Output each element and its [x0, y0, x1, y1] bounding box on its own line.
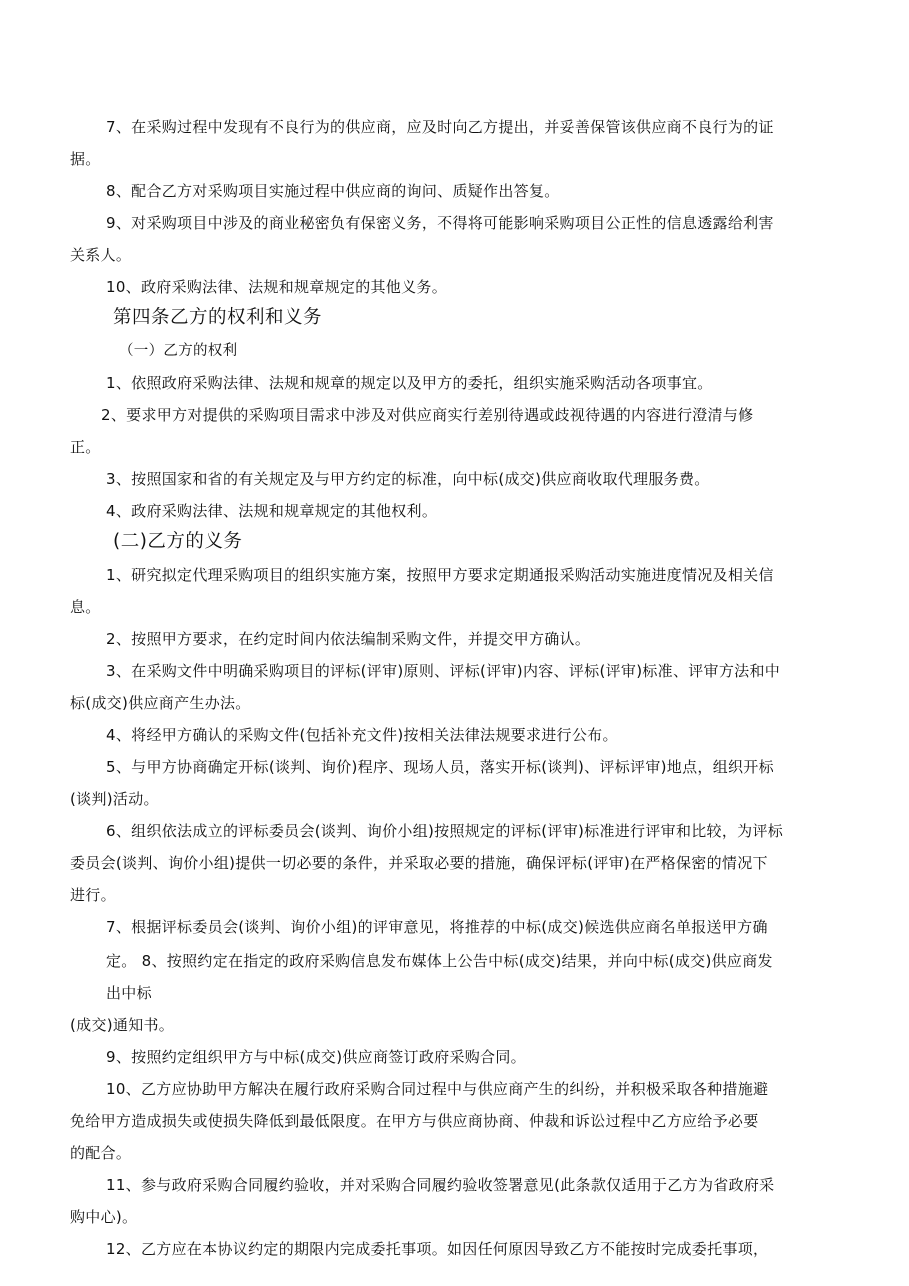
duty-12-line-1: 12、乙方应在本协议约定的期限内完成委托事项。如因任何原因导致乙方不能按时完成委托事项， [106, 1240, 769, 1258]
duty-5-line-2: (谈判)活动。 [70, 790, 159, 808]
duty-5-line-1: 5、与甲方协商确定开标(谈判、询价)程序、现场人员，落实开标(谈判)、评标评审)地点，组织开标 [106, 758, 774, 776]
right-1: 1、依照政府采购法律、法规和规章的规定以及甲方的委托，组织实施采购活动各项事宜。 [106, 374, 713, 392]
duty-1-line-1: 1、研究拟定代理采购项目的组织实施方案，按照甲方要求定期通报采购活动实施进度情况及相关信 [106, 566, 774, 584]
duty-6-line-1: 6、组织依法成立的评标委员会(谈判、询价小组)按照规定的评标(评审)标准进行评审和比较，为评标 [106, 822, 784, 840]
duty-11-line-2: 购中心)。 [70, 1208, 138, 1226]
duty-8-line-3: (成交)通知书。 [70, 1016, 175, 1034]
duty-10-line-2: 免给甲方造成损失或使损失降低到最低限度。在甲方与供应商协商、仲裁和诉讼过程中乙方应给予必要 [70, 1112, 759, 1130]
right-4: 4、政府采购法律、法规和规章规定的其他权利。 [106, 502, 438, 520]
duty-7-8-line: 定。 8、按照约定在指定的政府采购信息发布媒体上公告中标(成交)结果，并向中标(成交)供应商发 [106, 952, 773, 970]
duty-4: 4、将经甲方确认的采购文件(包括补充文件)按相关法律法规要求进行公布。 [106, 726, 618, 744]
duty-11-line-1: 11、参与政府采购合同履约验收，并对采购合同履约验收签署意见(此条款仅适用于乙方为省政府采 [106, 1176, 775, 1194]
right-2-line-1: 2、要求甲方对提供的采购项目需求中涉及对供应商实行差别待遇或歧视待遇的内容进行澄清与修 [101, 406, 754, 424]
clause-10: 10、政府采购法律、法规和规章规定的其他义务。 [106, 278, 447, 296]
duties-subheading: (二)乙方的义务 [113, 531, 243, 552]
duty-3-line-1: 3、在采购文件中明确采购项目的评标(评审)原则、评标(评审)内容、评标(评审)标准、评审方法和中 [106, 662, 781, 680]
clause-9-line-1: 9、对采购项目中涉及的商业秘密负有保密义务，不得将可能影响采购项目公正性的信息透露给利害 [106, 214, 774, 232]
duty-6-line-2: 委员会(谈判、询价小组)提供一切必要的条件，并采取必要的措施，确保评标(评审)在严格保密的情况下 [70, 854, 768, 872]
clause-7-line-2: 据。 [70, 150, 101, 168]
duty-7-line-1: 7、根据评标委员会(谈判、询价小组)的评审意见，将推荐的中标(成交)候选供应商名单报送甲方确 [106, 918, 768, 936]
duty-6-line-3: 进行。 [70, 886, 116, 904]
duty-3-line-2: 标(成交)供应商产生办法。 [70, 694, 251, 712]
duty-10-line-1: 10、乙方应协助甲方解决在履行政府采购合同过程中与供应商产生的纠纷，并积极采取各种措施避 [106, 1080, 769, 1098]
duty-9: 9、按照约定组织甲方与中标(成交)供应商签订政府采购合同。 [106, 1048, 526, 1066]
right-2-line-2: 正。 [70, 438, 101, 456]
duty-8-line-2: 出中标 [106, 984, 152, 1002]
clause-9-line-2: 关系人。 [70, 246, 132, 264]
clause-7-line-1: 7、在采购过程中发现有不良行为的供应商，应及时向乙方提出，并妥善保管该供应商不良行为的证 [106, 118, 774, 136]
duty-1-line-2: 息。 [70, 598, 101, 616]
clause-8: 8、配合乙方对采购项目实施过程中供应商的询问、质疑作出答复。 [106, 182, 560, 200]
duty-2: 2、按照甲方要求，在约定时间内依法编制采购文件，并提交甲方确认。 [106, 630, 591, 648]
article-4-heading: 第四条乙方的权利和义务 [113, 307, 323, 328]
rights-subheading: （一）乙方的权利 [119, 343, 238, 359]
duty-10-line-3: 的配合。 [70, 1144, 132, 1162]
right-3: 3、按照国家和省的有关规定及与甲方约定的标准，向中标(成交)供应商收取代理服务费。 [106, 470, 710, 488]
